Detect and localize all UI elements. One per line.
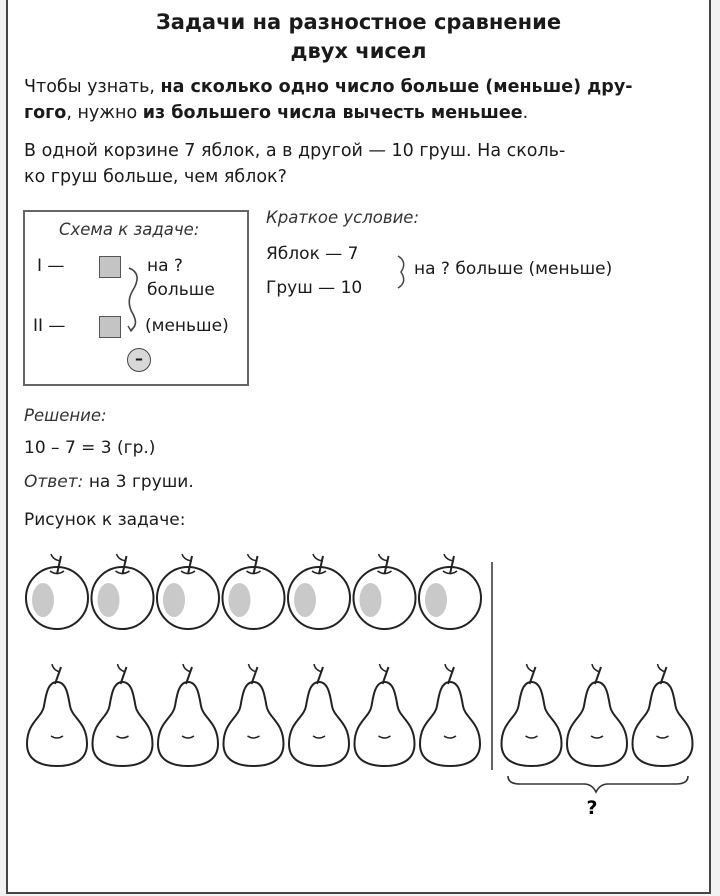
rule-text-bold: гого bbox=[24, 103, 67, 123]
solution-expression: 10 – 7 = 3 (гр.) bbox=[24, 438, 156, 458]
schema-row-2-label: II — bbox=[33, 316, 66, 336]
pear-icon bbox=[158, 664, 218, 766]
rule-text-period: . bbox=[522, 103, 529, 123]
schema-bolshe: больше bbox=[147, 280, 215, 300]
apple-icon bbox=[26, 554, 88, 629]
difference-brace-icon bbox=[508, 776, 688, 792]
pears-row bbox=[27, 664, 693, 766]
fruit-picture bbox=[8, 0, 713, 894]
pear-icon bbox=[289, 664, 349, 766]
schema-menshe: (меньше) bbox=[145, 316, 229, 336]
difference-question: ? bbox=[586, 797, 598, 819]
apple-icon bbox=[157, 554, 219, 629]
problem-line-1: В одной корзине 7 яблок, а в другой — 10 груш. На сколь- bbox=[24, 141, 566, 161]
condition-pears: Груш — 10 bbox=[266, 278, 363, 298]
picture-label: Рисунок к задаче: bbox=[24, 510, 186, 530]
apple-icon bbox=[92, 554, 154, 629]
pear-icon bbox=[502, 664, 562, 766]
apple-icon bbox=[288, 554, 350, 629]
title-line-2: двух чисел bbox=[290, 39, 427, 63]
minus-circle-icon: – bbox=[127, 348, 151, 372]
answer-label: Ответ: bbox=[24, 472, 84, 492]
worksheet-page bbox=[6, 0, 711, 894]
pear-icon bbox=[567, 664, 627, 766]
solution-title: Решение: bbox=[24, 406, 107, 425]
condition-title: Краткое условие: bbox=[266, 208, 420, 227]
pear-icon bbox=[27, 664, 87, 766]
pear-icon bbox=[633, 664, 693, 766]
pear-icon bbox=[420, 664, 480, 766]
rule-text-bold: из большего числа вычесть меньшее bbox=[142, 103, 523, 123]
condition-apples: Яблок — 7 bbox=[266, 244, 359, 264]
answer-text: на 3 груши. bbox=[88, 472, 194, 492]
condition-question: на ? больше (меньше) bbox=[414, 259, 613, 279]
rule-text-plain: , нужно bbox=[66, 103, 143, 123]
pear-icon bbox=[355, 664, 415, 766]
title-line-1: Задачи на разностное сравнение bbox=[155, 10, 562, 34]
apples-row bbox=[26, 554, 481, 629]
apple-icon bbox=[223, 554, 285, 629]
rule-text-plain: Чтобы узнать, bbox=[24, 77, 161, 97]
schema-row-1-label: I — bbox=[37, 256, 65, 276]
rule-text-bold: на сколько одно число больше (меньше) дру- bbox=[160, 77, 633, 97]
pear-icon bbox=[93, 664, 153, 766]
apple-icon bbox=[354, 554, 416, 629]
pear-icon bbox=[224, 664, 284, 766]
problem-line-2: ко груш больше, чем яблок? bbox=[24, 167, 287, 187]
apple-icon bbox=[419, 554, 481, 629]
schema-title: Схема к задаче: bbox=[59, 220, 200, 239]
schema-na-q: на ? bbox=[147, 256, 183, 276]
